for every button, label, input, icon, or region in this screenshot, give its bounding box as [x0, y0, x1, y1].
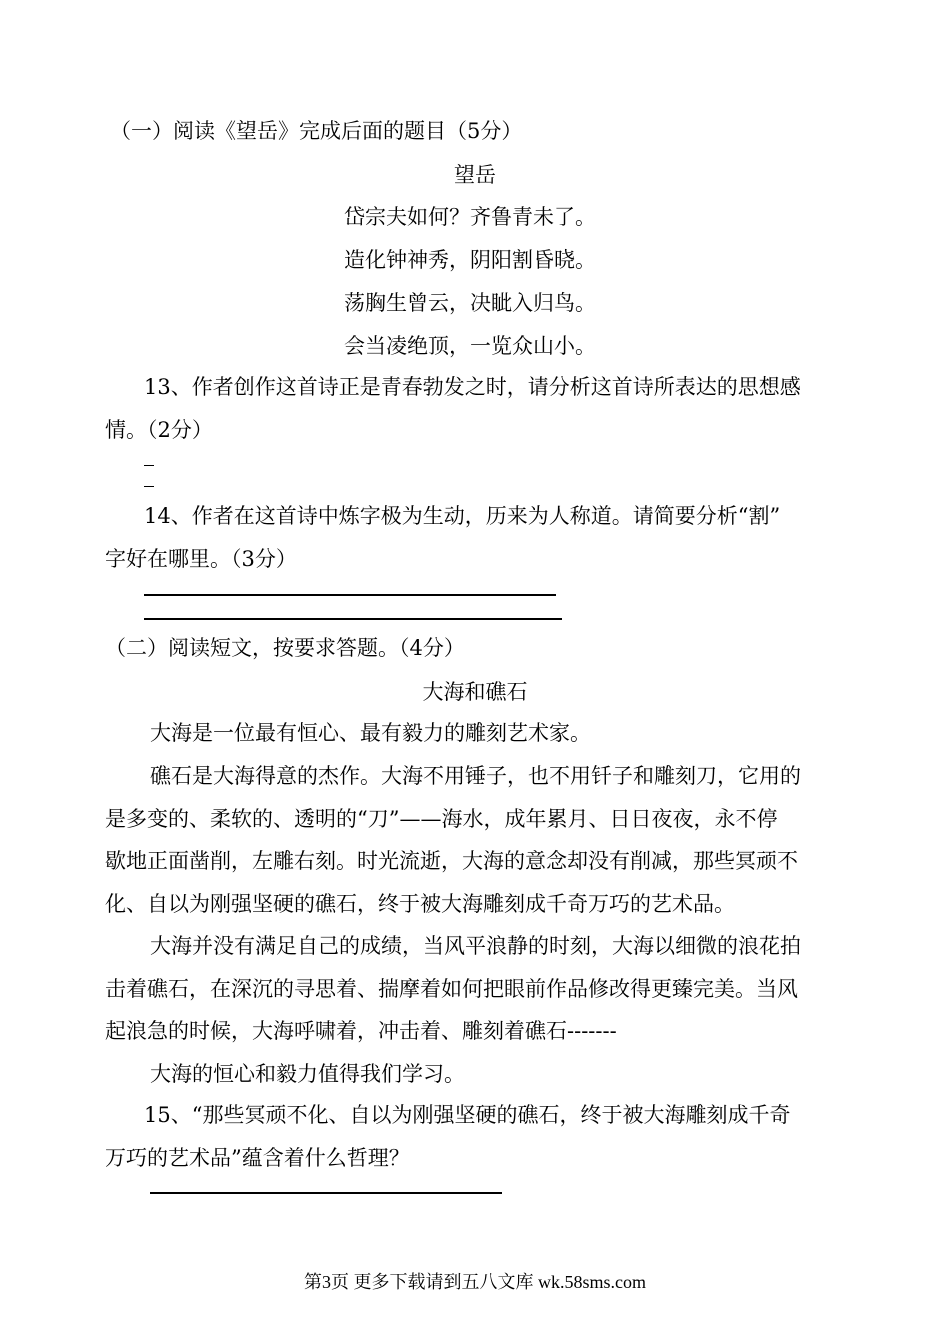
essay-paragraph-1: 大海是一位最有恒心、最有毅力的雕刻艺术家。	[150, 721, 591, 745]
section1-heading: （一）阅读《望岳》完成后面的题目（5分）	[110, 119, 523, 143]
answer-blank-13a[interactable]	[144, 465, 154, 466]
page-footer: 第3页 更多下载请到五八文库 wk.58sms.com	[304, 1272, 646, 1292]
poem-line-2: 造化钟神秀，阴阳割昏晓。	[344, 248, 596, 272]
essay-paragraph-3-line-3: 起浪急的时候，大海呼啸着，冲击着、雕刻着礁石-------	[105, 1019, 617, 1043]
answer-blank-13b[interactable]	[144, 486, 154, 487]
poem-line-1: 岱宗夫如何？齐鲁青未了。	[344, 205, 596, 229]
answer-line-14a[interactable]	[144, 594, 556, 596]
essay-paragraph-3-line-2: 击着礁石，在深沉的寻思着、揣摩着如何把眼前作品修改得更臻完美。当风	[105, 977, 798, 1001]
answer-line-14b[interactable]	[144, 618, 562, 620]
essay-paragraph-2-line-3: 歇地正面凿削，左雕右刻。时光流逝，大海的意念却没有削减，那些冥顽不	[105, 849, 798, 873]
essay-paragraph-4: 大海的恒心和毅力值得我们学习。	[150, 1062, 465, 1086]
essay-title: 大海和礁石	[422, 680, 528, 704]
question-14-line-2: 字好在哪里。（3分）	[105, 547, 297, 571]
essay-paragraph-2-line-4: 化、自以为刚强坚硬的礁石，终于被大海雕刻成千奇万巧的艺术品。	[105, 892, 735, 916]
question-14-line-1: 14、作者在这首诗中炼字极为生动，历来为人称道。请简要分析“割”	[144, 504, 781, 528]
question-13-line-1: 13、作者创作这首诗正是青春勃发之时，请分析这首诗所表达的思想感	[144, 375, 801, 399]
answer-line-15[interactable]	[150, 1192, 502, 1194]
question-15-line-1: 15、“那些冥顽不化、自以为刚强坚硬的礁石，终于被大海雕刻成千奇	[144, 1103, 791, 1127]
poem-line-3: 荡胸生曾云，决眦入归鸟。	[344, 291, 596, 315]
question-15-line-2: 万巧的艺术品”蕴含着什么哲理？	[105, 1146, 410, 1170]
poem-line-4: 会当凌绝顶，一览众山小。	[344, 334, 596, 358]
essay-paragraph-3-line-1: 大海并没有满足自己的成绩，当风平浪静的时刻，大海以细微的浪花拍	[150, 934, 801, 958]
poem-title: 望岳	[454, 163, 496, 187]
section2-heading: （二）阅读短文，按要求答题。（4分）	[105, 636, 465, 660]
essay-paragraph-2-line-2: 是多变的、柔软的、透明的“刀”——海水，成年累月、日日夜夜，永不停	[105, 807, 778, 831]
essay-paragraph-2-line-1: 礁石是大海得意的杰作。大海不用锤子，也不用钎子和雕刻刀，它用的	[150, 764, 801, 788]
question-13-line-2: 情。（2分）	[105, 418, 213, 442]
